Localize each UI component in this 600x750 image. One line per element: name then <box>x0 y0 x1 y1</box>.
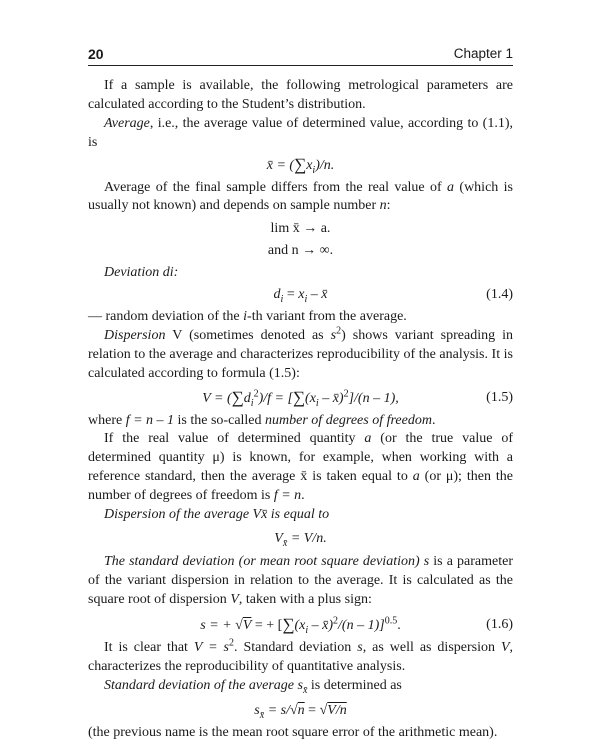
std-average-heading: Standard deviation of the average $s_{x̄}$ is determined as <box>104 678 402 697</box>
dispersion-average-heading: Dispersion of the average Vx̄ is equal to <box>104 507 330 523</box>
random-deviation-text: — random deviation of the i-th variant from the average. <box>88 308 407 324</box>
equation-1-4: $d_i = x_i$ – x̄ (1.4) <box>273 287 513 305</box>
equation-number-1-6: (1.6) <box>486 616 513 632</box>
deviation-heading: Deviation di: <box>104 265 179 281</box>
chapter-label: Chapter 1 <box>453 46 513 61</box>
header-rule <box>88 65 513 66</box>
page-body <box>88 77 513 743</box>
equation-1-6: s = + √V = + [$\sum(x_i$ – x̄)$^2$/(n – 1)]$^{0.5}$. (1.6) <box>200 614 513 636</box>
clear-paragraph: It is clear that $V = s^2$. Standard deviation s, as well as dispersion V, characterizes the reproducibility of quantitative analysis. <box>88 637 513 675</box>
average-term: Average <box>104 115 150 131</box>
average-paragraph <box>88 115 513 153</box>
previous-name-text: (the previous name is the mean root square error of the arithmetic mean). <box>88 725 498 741</box>
equation-1-5: $V = (\sum d_i^2)/f = [\sum(x_i$ – x̄)$^2$]/(n – 1), (1.5) <box>202 387 513 409</box>
page-number: 20 <box>88 46 104 62</box>
equation-sx: $s_{x̄} = s/√n = √V/n$ <box>254 703 347 721</box>
page-header <box>88 46 513 68</box>
equation-and-n: and n → ∞. <box>267 243 334 259</box>
average-text: , i.e., the average value of determined value, according to (1.1), is <box>88 115 513 150</box>
standard-deviation-paragraph: The standard deviation (or mean root square deviation) s is a parameter of the variant dispersion in relation to the average. It is calculated as the square root of dispersion V, taken with a plus sign: <box>88 553 513 607</box>
where-text: where f = n – 1 is the so-called number of degrees of freedom. <box>88 412 436 428</box>
real-value-paragraph: If the real value of determined quantity a (or the true value of determined quantity μ) is known, for example, when working with a reference standard, then the average x̄ is taken equal to a (or μ); then the number of degrees of freedom is f = n. <box>88 431 513 504</box>
equation-number-1-5: (1.5) <box>486 389 513 405</box>
equation-average: x̄ = $(\sum x_i)/n$. <box>266 154 335 176</box>
equation-vx: $V_{x̄} = V/n$. <box>274 530 327 549</box>
equation-limit: lim x̄ → a. <box>270 221 331 237</box>
final-sample-paragraph: Average of the final sample differs from the real value of a (which is usually not known) and depends on sample number n: <box>88 179 513 214</box>
equation-number-1-4: (1.4) <box>486 287 513 303</box>
intro-paragraph: If a sample is available, the following metrological parameters are calculated according to the Student’s distribution. <box>88 78 513 112</box>
dispersion-paragraph: Dispersion V (sometimes denoted as $s^2$) shows variant spreading in relation to the average and characterizes reproducibility of the analysis. It is calculated according to formula (1.5): <box>88 325 513 381</box>
